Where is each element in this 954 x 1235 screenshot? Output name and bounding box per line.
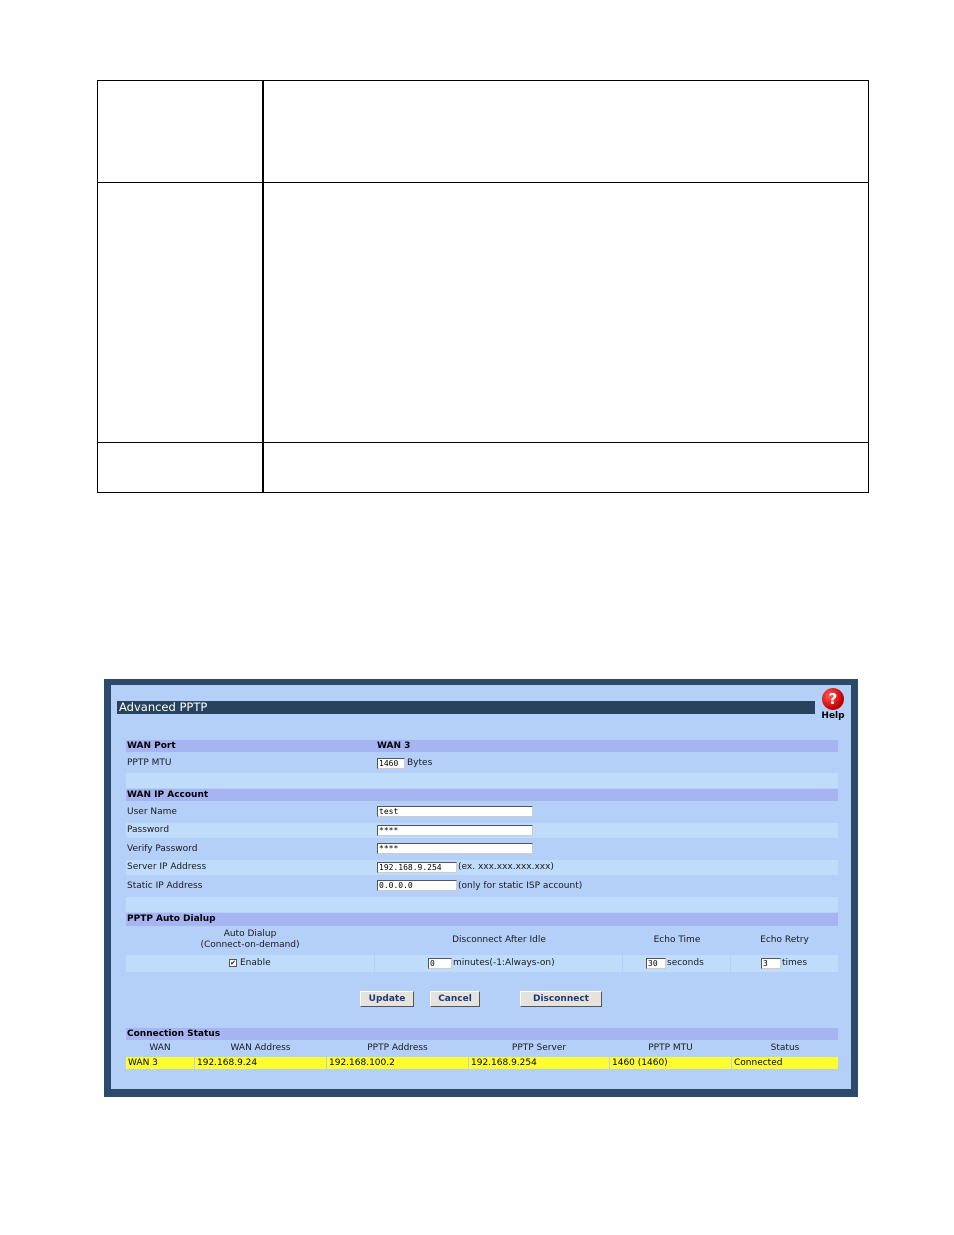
echo-time-input[interactable]: 30	[646, 958, 666, 969]
static-ip-input[interactable]: 0.0.0.0	[377, 880, 457, 891]
table-column-divider	[262, 81, 264, 492]
pptp-mtu-input[interactable]: 1460	[377, 758, 405, 769]
update-button[interactable]: Update	[360, 991, 414, 1007]
wan-port-label: WAN Port	[127, 741, 176, 751]
cell-divider	[374, 955, 375, 972]
advanced-pptp-panel	[104, 679, 858, 1097]
help-label: Help	[821, 711, 845, 721]
wan-ip-account-header: WAN IP Account	[127, 790, 209, 800]
echo-time-unit: seconds	[667, 958, 704, 968]
status-cell-pptp-mtu: 1460 (1460)	[609, 1057, 731, 1069]
spacer-row	[126, 897, 838, 912]
auto-dialup-header-row	[126, 913, 838, 926]
user-name-row	[126, 805, 838, 819]
column-header-wan-address: WAN Address	[194, 1042, 326, 1054]
status-cell-pptp-address: 192.168.100.2	[326, 1057, 468, 1069]
pptp-mtu-unit: Bytes	[407, 758, 433, 768]
auto-dialup-values-row	[126, 955, 838, 972]
pptp-mtu-row	[126, 756, 838, 770]
echo-retry-unit: times	[782, 958, 808, 968]
cell-divider	[622, 955, 623, 972]
auto-dialup-column-header	[126, 929, 374, 951]
auto-dialup-col-line2: (Connect-on-demand)	[200, 940, 300, 950]
status-cell-pptp-server: 192.168.9.254	[468, 1057, 609, 1069]
user-name-input[interactable]: test	[377, 806, 533, 817]
server-ip-input[interactable]: 192.168.9.254	[377, 862, 457, 873]
table-row-divider	[98, 182, 868, 183]
document-table	[97, 80, 869, 493]
column-header-pptp-address: PPTP Address	[326, 1042, 468, 1054]
help-button[interactable]	[816, 685, 850, 727]
echo-time-column-header: Echo Time	[653, 935, 701, 945]
enable-label: Enable	[240, 958, 271, 968]
wan-ip-account-header-row	[126, 789, 838, 801]
panel-title: Advanced PPTP	[117, 701, 815, 714]
status-cell-wan-address: 192.168.9.24	[194, 1057, 326, 1069]
status-cell-status: Connected	[731, 1057, 838, 1069]
question-icon: ?	[822, 688, 844, 710]
verify-password-row	[126, 842, 838, 856]
wan-port-header-row	[126, 740, 838, 752]
spacer-row	[126, 773, 838, 788]
disconnect-idle-column-header: Disconnect After Idle	[452, 935, 546, 945]
server-ip-hint: (ex. xxx.xxx.xxx.xxx)	[458, 862, 554, 872]
connection-status-header: Connection Status	[127, 1029, 221, 1039]
pptp-mtu-label: PPTP MTU	[127, 758, 172, 768]
idle-time-input[interactable]: 0	[428, 958, 452, 969]
user-name-label: User Name	[127, 807, 177, 817]
echo-retry-input[interactable]: 3	[761, 958, 781, 969]
enable-checkbox[interactable]: ✔	[230, 959, 236, 967]
table-row-divider	[98, 442, 868, 443]
server-ip-label: Server IP Address	[127, 862, 207, 872]
connection-status-header-row	[126, 1028, 838, 1040]
status-cell-wan: WAN 3	[128, 1058, 158, 1068]
idle-time-unit: minutes(-1:Always-on)	[453, 958, 555, 968]
column-header-wan: WAN	[149, 1043, 171, 1053]
verify-password-input[interactable]: ****	[377, 843, 533, 854]
column-header-pptp-server: PPTP Server	[468, 1042, 609, 1054]
column-header-pptp-mtu: PPTP MTU	[609, 1042, 731, 1054]
password-input[interactable]: ****	[377, 825, 533, 836]
auto-dialup-header: PPTP Auto Dialup	[127, 914, 216, 924]
echo-retry-column-header: Echo Retry	[760, 935, 809, 945]
connection-status-column-headers	[126, 1042, 838, 1054]
auto-dialup-col-line1: Auto Dialup	[223, 929, 277, 939]
table-row	[126, 1057, 838, 1069]
static-ip-hint: (only for static ISP account)	[458, 881, 583, 891]
password-label: Password	[127, 825, 170, 835]
wan-port-value: WAN 3	[377, 741, 411, 751]
verify-password-label: Verify Password	[127, 844, 198, 854]
disconnect-button[interactable]: Disconnect	[520, 991, 602, 1007]
static-ip-label: Static IP Address	[127, 881, 203, 891]
password-row	[126, 823, 838, 838]
static-ip-row	[126, 879, 838, 893]
column-header-status: Status	[731, 1042, 838, 1054]
server-ip-row	[126, 860, 838, 875]
panel-body	[111, 685, 851, 1089]
cancel-button[interactable]: Cancel	[430, 991, 480, 1007]
cell-divider	[730, 955, 731, 972]
